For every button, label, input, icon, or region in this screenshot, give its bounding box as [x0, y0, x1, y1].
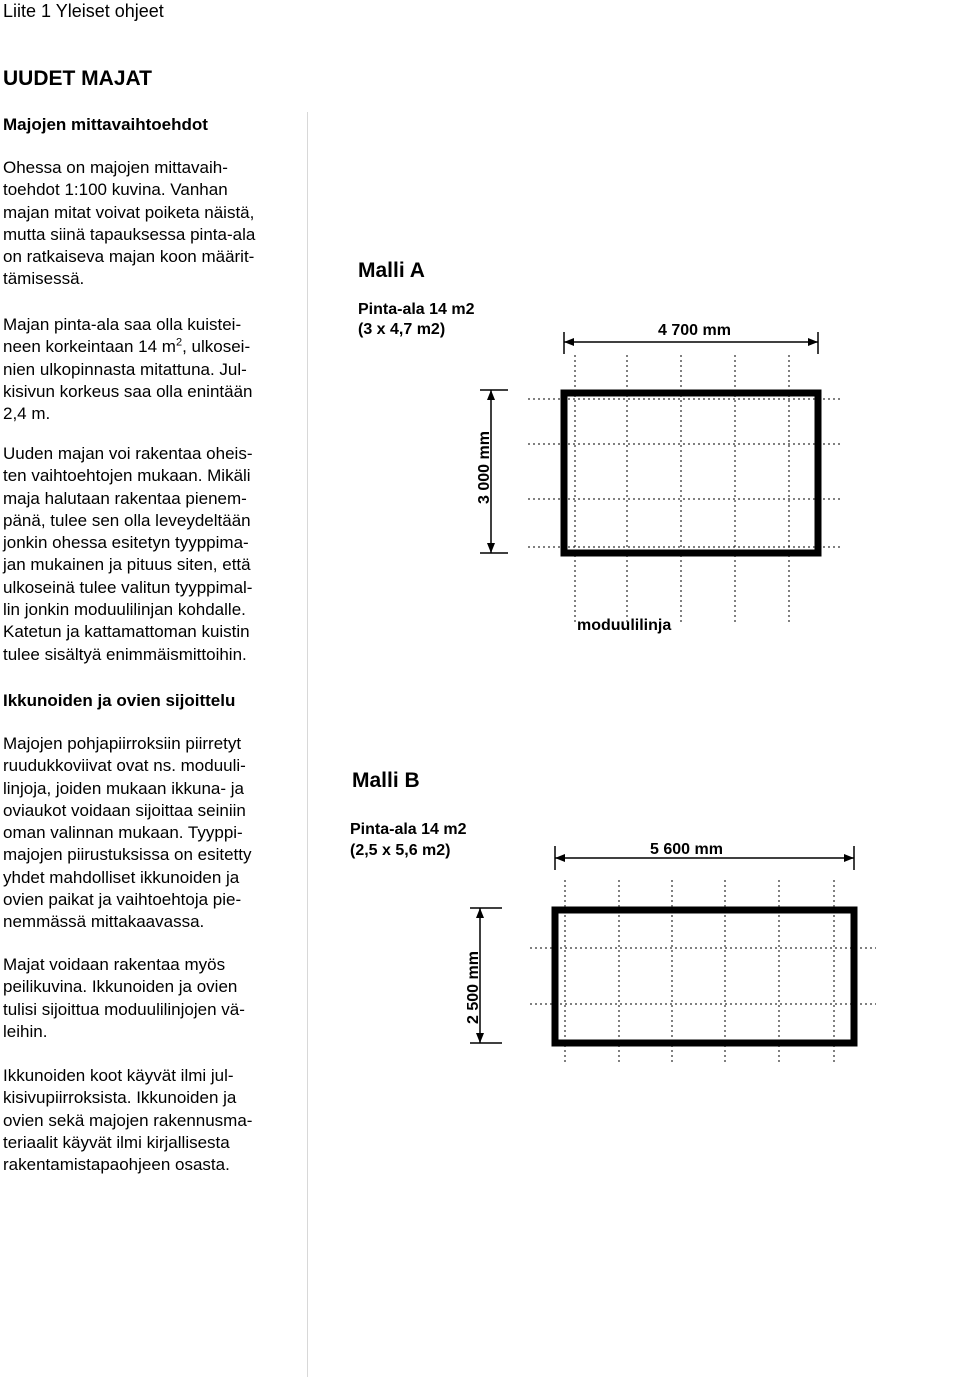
figure-a-title: Malli A	[358, 259, 425, 282]
area-limit-text-end: , ulkosei- nien ulkopinnasta mitattuna. Jul- kisivun korkeus saa olla enintään 2,4 m.	[3, 337, 253, 424]
figure-a-outer-wall	[564, 393, 818, 553]
figure-a-height-label: 3 000 mm	[476, 431, 493, 504]
paragraph-module-lines: Majojen pohjapiirroksiin piirretyt ruudukkoviivat ovat ns. moduuli- linjoja, joiden mukaan ikkuna- ja oviaukot voidaan sijoittaa seiniin oman valinnan mukaan. Tyyppi- majojen piirustuksissa on esitetty yhdet mahdolliset ikkunoiden ja ovien paikat ja vaihtoehtoja pie- nemmässä mittakaavassa.	[3, 734, 252, 932]
superscript-squared: 2	[175, 336, 183, 349]
figure-b-title: Malli B	[352, 769, 420, 792]
figure-a-grid-label: moduulilinja	[577, 617, 672, 634]
figure-b-outer-wall	[555, 910, 854, 1043]
area-limit-text-start: Majan pinta-ala saa olla kuistei- neen korkeintaan 14 m	[3, 315, 242, 357]
figure-a-dims: (3 x 4,7 m2)	[358, 321, 446, 338]
section-heading-placement: Ikkunoiden ja ovien sijoittelu	[3, 691, 236, 710]
section-heading-dimensions: Majojen mittavaihtoehdot	[3, 115, 208, 134]
paragraph-mirror-image: Majat voidaan rakentaa myös peilikuvina. Ikkunoiden ja ovien tulisi sijoittua moduulilinjojen vä- leihin.	[3, 955, 245, 1041]
floor-plan-a	[330, 250, 930, 650]
figure-b-width-label: 5 600 mm	[650, 841, 723, 858]
column-divider	[307, 112, 308, 1377]
page-header: Liite 1 Yleiset ohjeet	[3, 1, 164, 21]
figure-b-area: Pinta-ala 14 m2	[350, 821, 467, 838]
paragraph-dimension-options: Ohessa on majojen mittavaih- toehdot 1:100 kuvina. Vanhan majan mitat voivat poiketa näistä, mutta siinä tapauksessa pinta-ala on ratkaiseva majan koon määrit- tämisessä.	[3, 158, 256, 289]
figure-a-area: Pinta-ala 14 m2	[358, 301, 475, 318]
figure-b-height-label: 2 500 mm	[465, 951, 482, 1024]
paragraph-area-limit	[3, 314, 303, 425]
page-title: UUDET MAJAT	[3, 67, 152, 90]
paragraph-building-options: Uuden majan voi rakentaa oheis- ten vaihtoehtojen mukaan. Mikäli maja halutaan rakentaa pienem- pänä, tulee sen olla leveydeltään jonkin ohessa esitetyn tyyppima- jan mukainen ja pituus siten, että ulkoseinä tulee valitun tyyppimal- lin jonkin moduulilinjan kohdalle. Katetun ja kattamattoman kuistin tulee sisältyä enimmäismittoihin.	[3, 444, 253, 664]
figure-a-width-label: 4 700 mm	[658, 322, 731, 339]
floor-plan-b	[330, 760, 930, 1080]
paragraph-window-sizes: Ikkunoiden koot käyvät ilmi jul- kisivupiirroksista. Ikkunoiden ja ovien sekä majojen rakennusma- teriaalit käyvät ilmi kirjallisesta rakentamistapaohjeen osasta.	[3, 1066, 253, 1175]
figure-b-dims: (2,5 x 5,6 m2)	[350, 842, 451, 859]
